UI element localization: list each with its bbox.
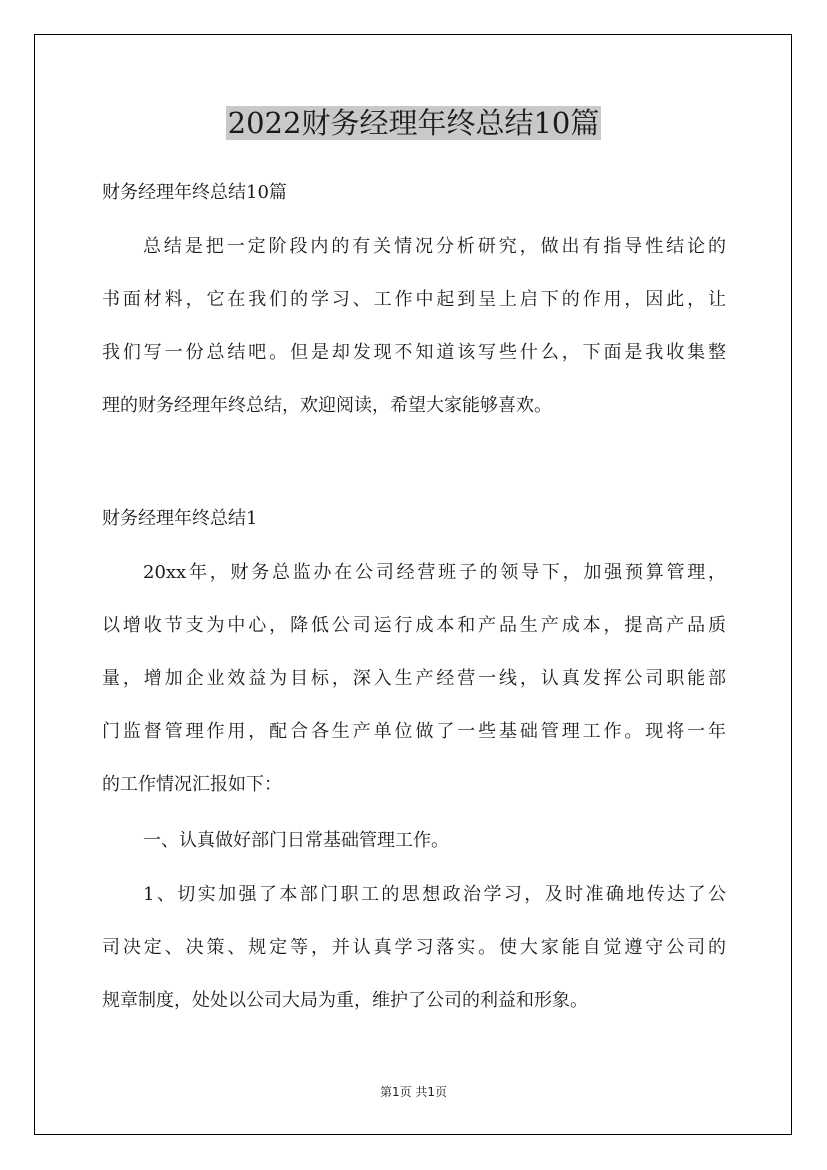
item-heading: 一、认真做好部门日常基础管理工作。 <box>143 830 449 851</box>
section-line-5: 的工作情况汇报如下： <box>102 774 282 795</box>
item-line-1: 1、切实加强了本部门职工的思想政治学习，及时准确地传达了公 <box>143 884 726 905</box>
section-heading: 财务经理年终总结1 <box>102 508 258 529</box>
document-title-text: 2022财务经理年终总结10篇 <box>227 106 600 140</box>
intro-line-3: 我们写一份总结吧。但是却发现不知道该写些什么，下面是我收集整 <box>102 342 726 363</box>
page-footer <box>0 1084 827 1100</box>
page-number: 第1页 共1页 <box>379 1085 448 1099</box>
document-title <box>0 103 827 143</box>
section-line-4: 门监督管理作用，配合各生产单位做了一些基础管理工作。现将一年 <box>102 721 726 742</box>
section-line-3: 量，增加企业效益为目标，深入生产经营一线，认真发挥公司职能部 <box>102 668 726 689</box>
item-line-3: 规章制度，处处以公司大局为重，维护了公司的利益和形象。 <box>102 990 588 1011</box>
section-line-1: 20xx年，财务总监办在公司经营班子的领导下，加强预算管理， <box>143 562 726 583</box>
intro-line-1: 总结是把一定阶段内的有关情况分析研究，做出有指导性结论的 <box>143 236 726 257</box>
document-subtitle: 财务经理年终总结10篇 <box>102 182 287 203</box>
section-line-2: 以增收节支为中心，降低公司运行成本和产品生产成本，提高产品质 <box>102 615 726 636</box>
intro-line-2: 书面材料，它在我们的学习、工作中起到呈上启下的作用，因此，让 <box>102 289 726 310</box>
intro-line-4: 理的财务经理年终总结，欢迎阅读，希望大家能够喜欢。 <box>102 395 552 416</box>
item-line-2: 司决定、决策、规定等，并认真学习落实。使大家能自觉遵守公司的 <box>102 937 726 958</box>
